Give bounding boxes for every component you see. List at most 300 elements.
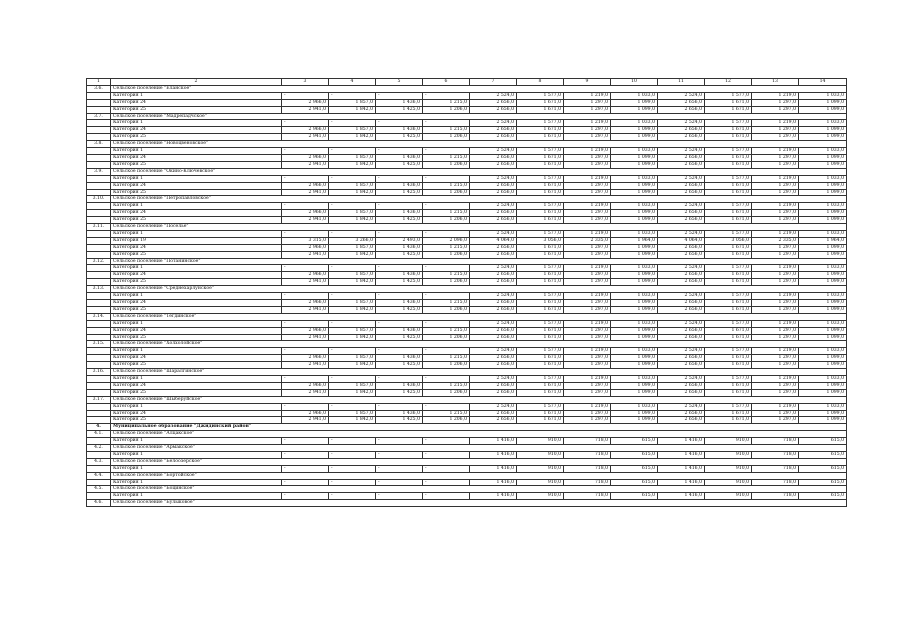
section-row (87, 196, 847, 203)
row-number-empty (87, 417, 111, 424)
tariff-value: 2 941,0 (282, 106, 329, 113)
table-row (87, 134, 847, 141)
category-label: Категория 24 (111, 244, 282, 251)
category-label: Категория 24 (111, 210, 282, 217)
tariff-value: 1 842,0 (329, 189, 376, 196)
tariff-value: - (282, 348, 329, 355)
tariff-value: 1 964,0 (799, 237, 847, 244)
tariff-value: 2 656,0 (470, 389, 517, 396)
table-row (87, 217, 847, 224)
tariff-value: 1 577,0 (705, 230, 752, 237)
row-number-empty (87, 479, 111, 486)
tariff-value: 615,0 (799, 493, 847, 500)
tariff-value: 2 656,0 (470, 161, 517, 168)
tariff-value: 1 297,0 (564, 272, 611, 279)
section-row (87, 431, 847, 438)
tariff-value: 1 671,0 (517, 306, 564, 313)
tariff-value: 2 656,0 (658, 99, 705, 106)
tariff-value: 2 524,0 (658, 403, 705, 410)
tariff-value: 1 297,0 (752, 210, 799, 217)
tariff-value: 1 297,0 (564, 389, 611, 396)
tariff-value: 1 099,0 (611, 154, 658, 161)
tariff-value: - (282, 175, 329, 182)
tariff-value: 1 416,0 (470, 438, 517, 445)
tariff-value: 1 099,0 (611, 334, 658, 341)
section-row (87, 85, 847, 92)
table-row (87, 237, 847, 244)
tariff-value: 1 219,0 (752, 203, 799, 210)
tariff-value: - (423, 465, 470, 472)
tariff-value: 1 857,0 (329, 355, 376, 362)
tariff-value: 1 297,0 (752, 154, 799, 161)
tariff-value: 2 966,0 (282, 210, 329, 217)
tariff-value: 1 033,0 (799, 265, 847, 272)
section-row (87, 341, 847, 348)
table-row (87, 182, 847, 189)
tariff-value: 1 964,0 (611, 237, 658, 244)
tariff-value: 1 425,0 (376, 389, 423, 396)
tariff-value: 2 656,0 (470, 279, 517, 286)
tariff-value: - (282, 120, 329, 127)
tariff-value: 1 206,0 (423, 217, 470, 224)
column-number: 5 (376, 79, 423, 86)
tariff-value: 1 671,0 (705, 244, 752, 251)
tariff-value: 1 577,0 (517, 293, 564, 300)
category-label: Категория 1 (111, 465, 282, 472)
tariff-value: 2 656,0 (470, 327, 517, 334)
tariff-value: 2 493,0 (376, 237, 423, 244)
category-label: Категория 1 (111, 148, 282, 155)
tariff-value: 2 656,0 (658, 389, 705, 396)
tariff-value: 1 671,0 (705, 134, 752, 141)
tariff-value: 2 966,0 (282, 410, 329, 417)
tariff-value: 1 436,0 (376, 127, 423, 134)
category-label: Категория 1 (111, 175, 282, 182)
table-row (87, 154, 847, 161)
section-name: Сельское поселение "Булыковое" (111, 500, 847, 507)
tariff-value: - (376, 230, 423, 237)
table-row (87, 293, 847, 300)
tariff-value: 2 524,0 (658, 92, 705, 99)
tariff-value: 1 297,0 (564, 410, 611, 417)
category-label: Категория 24 (111, 382, 282, 389)
tariff-value: 2 966,0 (282, 382, 329, 389)
tariff-value: 2 656,0 (470, 410, 517, 417)
row-number-empty (87, 451, 111, 458)
row-number-empty (87, 161, 111, 168)
tariff-value: 2 524,0 (470, 265, 517, 272)
tariff-value: 1 297,0 (752, 410, 799, 417)
tariff-value: 1 215,0 (423, 244, 470, 251)
column-number: 6 (423, 79, 470, 86)
tariff-value: 1 219,0 (564, 403, 611, 410)
section-name: Сельское поселение "Бортойское" (111, 472, 847, 479)
tariff-value: 1 033,0 (799, 230, 847, 237)
tariff-value: 2 524,0 (470, 203, 517, 210)
category-label: Категория 1 (111, 320, 282, 327)
tariff-value: 2 966,0 (282, 182, 329, 189)
tariff-value: 1 671,0 (705, 300, 752, 307)
tariff-value: 1 297,0 (752, 389, 799, 396)
tariff-value: 1 099,0 (611, 306, 658, 313)
tariff-value: 1 425,0 (376, 106, 423, 113)
tariff-value: 1 297,0 (564, 210, 611, 217)
table-row (87, 99, 847, 106)
tariff-value: 1 857,0 (329, 182, 376, 189)
tariff-value: 1 577,0 (517, 203, 564, 210)
tariff-value: 1 671,0 (705, 99, 752, 106)
tariff-value: - (282, 265, 329, 272)
tariff-value: 2 335,0 (752, 237, 799, 244)
tariff-value: - (376, 320, 423, 327)
section-number: 4. (87, 424, 111, 431)
tariff-value: - (376, 92, 423, 99)
category-label: Категория 24 (111, 182, 282, 189)
tariff-value: 1 033,0 (611, 403, 658, 410)
tariff-value: 1 577,0 (517, 175, 564, 182)
section-row (87, 224, 847, 231)
tariff-value: 1 297,0 (752, 244, 799, 251)
tariff-value: 2 941,0 (282, 161, 329, 168)
tariff-value: 1 416,0 (658, 451, 705, 458)
section-number: 4.4. (87, 472, 111, 479)
tariff-value: 1 297,0 (752, 189, 799, 196)
tariff-value: - (329, 320, 376, 327)
table-row (87, 175, 847, 182)
row-number-empty (87, 306, 111, 313)
tariff-value: - (423, 479, 470, 486)
tariff-value: 1 033,0 (611, 230, 658, 237)
tariff-value: 1 577,0 (705, 203, 752, 210)
category-label: Категория 1 (111, 438, 282, 445)
tariff-value: 2 656,0 (470, 334, 517, 341)
table-row (87, 127, 847, 134)
tariff-value: 1 033,0 (611, 120, 658, 127)
tariff-value: 2 656,0 (658, 279, 705, 286)
tariff-value: 2 524,0 (658, 203, 705, 210)
row-number-empty (87, 127, 111, 134)
tariff-value: 1 033,0 (799, 203, 847, 210)
tariff-value: 2 941,0 (282, 334, 329, 341)
table-row (87, 417, 847, 424)
tariff-value: 1 577,0 (705, 403, 752, 410)
tariff-value: 615,0 (799, 451, 847, 458)
column-number: 1 (87, 79, 111, 86)
table-row (87, 327, 847, 334)
tariff-value: 1 297,0 (564, 300, 611, 307)
table-row (87, 203, 847, 210)
tariff-value: 1 297,0 (752, 251, 799, 258)
tariff-value: 1 857,0 (329, 127, 376, 134)
category-label: Категория 25 (111, 161, 282, 168)
tariff-value: 910,0 (517, 465, 564, 472)
tariff-value: 1 099,0 (799, 300, 847, 307)
tariff-value: 2 524,0 (470, 375, 517, 382)
tariff-value: 1 297,0 (752, 272, 799, 279)
category-label: Категория 1 (111, 120, 282, 127)
table-row (87, 334, 847, 341)
section-name: Муниципальное образование "Джидинский район" (111, 424, 847, 431)
tariff-value: 2 941,0 (282, 189, 329, 196)
tariff-value: 1 842,0 (329, 106, 376, 113)
tariff-value: 910,0 (517, 479, 564, 486)
tariff-value: 1 671,0 (517, 106, 564, 113)
tariff-value: 1 219,0 (752, 265, 799, 272)
tariff-value: 2 941,0 (282, 389, 329, 396)
tariff-value: 2 656,0 (658, 106, 705, 113)
tariff-value: 1 577,0 (705, 175, 752, 182)
tariff-value: 1 857,0 (329, 382, 376, 389)
category-label: Категория 25 (111, 389, 282, 396)
tariff-value: 1 416,0 (470, 493, 517, 500)
section-number: 3.11. (87, 224, 111, 231)
tariff-value: 1 206,0 (423, 134, 470, 141)
section-row (87, 369, 847, 376)
tariff-value: 1 577,0 (517, 403, 564, 410)
tariff-value: 1 099,0 (611, 106, 658, 113)
tariff-value: 2 656,0 (470, 189, 517, 196)
tariff-value: 718,0 (564, 465, 611, 472)
tariff-value: 1 671,0 (705, 161, 752, 168)
tariff-value: 1 099,0 (799, 99, 847, 106)
row-number-empty (87, 493, 111, 500)
tariff-value: 1 436,0 (376, 99, 423, 106)
table-row (87, 210, 847, 217)
tariff-value: 1 297,0 (564, 161, 611, 168)
tariff-value: 2 656,0 (658, 410, 705, 417)
tariff-value: - (423, 493, 470, 500)
section-row (87, 472, 847, 479)
table-row (87, 148, 847, 155)
column-number: 4 (329, 79, 376, 86)
table-row (87, 410, 847, 417)
tariff-value: 2 524,0 (658, 320, 705, 327)
tariff-value: 1 425,0 (376, 334, 423, 341)
tariff-value: 1 671,0 (517, 279, 564, 286)
tariff-value: 1 099,0 (799, 410, 847, 417)
tariff-value: 718,0 (752, 479, 799, 486)
tariff-value: 1 577,0 (705, 375, 752, 382)
tariff-value: 2 656,0 (658, 272, 705, 279)
tariff-value: 1 297,0 (752, 327, 799, 334)
category-label: Категория 1 (111, 293, 282, 300)
tariff-value: 1 425,0 (376, 417, 423, 424)
tariff-value: 2 656,0 (470, 127, 517, 134)
tariff-value: 1 033,0 (799, 175, 847, 182)
tariff-value: 1 671,0 (517, 300, 564, 307)
table-row (87, 355, 847, 362)
tariff-value: 1 219,0 (564, 375, 611, 382)
tariff-value: 2 941,0 (282, 134, 329, 141)
tariff-value: 1 033,0 (611, 320, 658, 327)
tariff-value: 2 524,0 (658, 120, 705, 127)
tariff-value: 910,0 (517, 451, 564, 458)
tariff-value: 1 416,0 (470, 465, 517, 472)
tariff-value: 2 524,0 (658, 265, 705, 272)
category-label: Категория 24 (111, 99, 282, 106)
column-number: 10 (611, 79, 658, 86)
section-row (87, 396, 847, 403)
tariff-value: - (376, 479, 423, 486)
row-number-empty (87, 272, 111, 279)
tariff-value: 1 857,0 (329, 327, 376, 334)
tariff-value: 1 842,0 (329, 134, 376, 141)
tariff-value: 615,0 (799, 479, 847, 486)
tariff-value: 1 671,0 (517, 362, 564, 369)
tariff-value: 1 671,0 (705, 410, 752, 417)
tariff-value: 2 524,0 (470, 175, 517, 182)
tariff-value: 1 033,0 (799, 348, 847, 355)
tariff-value: 1 219,0 (564, 175, 611, 182)
tariff-value: 1 219,0 (752, 293, 799, 300)
tariff-value: 1 416,0 (658, 479, 705, 486)
tariff-value: 1 219,0 (564, 92, 611, 99)
tariff-value: 1 033,0 (799, 403, 847, 410)
tariff-value: 615,0 (611, 493, 658, 500)
section-row (87, 258, 847, 265)
table-row (87, 382, 847, 389)
tariff-value: 1 425,0 (376, 306, 423, 313)
row-number-empty (87, 334, 111, 341)
tariff-value: 2 966,0 (282, 99, 329, 106)
tariff-value: 910,0 (705, 479, 752, 486)
tariff-value: 615,0 (799, 465, 847, 472)
tariff-value: 1 099,0 (799, 417, 847, 424)
tariff-value: 1 297,0 (564, 217, 611, 224)
column-number: 2 (111, 79, 282, 86)
category-label: Категория 25 (111, 251, 282, 258)
tariff-value: - (282, 479, 329, 486)
tariff-value: 1 671,0 (705, 355, 752, 362)
row-number-empty (87, 410, 111, 417)
section-name: Сельское поселение "Алцакское" (111, 431, 847, 438)
tariff-value: 2 656,0 (658, 189, 705, 196)
tariff-value: 718,0 (752, 465, 799, 472)
section-number: 4.1. (87, 431, 111, 438)
tariff-value: 1 099,0 (611, 389, 658, 396)
tariff-value: 1 206,0 (423, 161, 470, 168)
category-label: Категория 25 (111, 106, 282, 113)
tariff-value: 1 099,0 (611, 279, 658, 286)
category-label: Категория 24 (111, 355, 282, 362)
tariff-value: - (376, 175, 423, 182)
tariff-value: 2 966,0 (282, 127, 329, 134)
tariff-value: 1 577,0 (705, 293, 752, 300)
tariff-table (86, 78, 847, 507)
tariff-value: - (329, 92, 376, 99)
tariff-value: 1 671,0 (705, 154, 752, 161)
category-label: Категория 24 (111, 300, 282, 307)
tariff-value: 1 671,0 (517, 134, 564, 141)
tariff-value: 1 577,0 (517, 320, 564, 327)
tariff-value: 2 656,0 (470, 134, 517, 141)
tariff-value: 1 219,0 (752, 175, 799, 182)
table-row (87, 479, 847, 486)
tariff-value: 1 671,0 (517, 327, 564, 334)
tariff-value: 1 671,0 (705, 382, 752, 389)
tariff-value: - (282, 148, 329, 155)
tariff-value: 2 656,0 (658, 251, 705, 258)
tariff-value: 1 219,0 (752, 320, 799, 327)
category-label: Категория 25 (111, 217, 282, 224)
section-number: 4.3. (87, 458, 111, 465)
tariff-value: 1 099,0 (799, 182, 847, 189)
tariff-value: 4 064,0 (470, 237, 517, 244)
table-row (87, 272, 847, 279)
tariff-value: - (423, 438, 470, 445)
tariff-value: 2 096,0 (423, 237, 470, 244)
tariff-value: 1 671,0 (705, 279, 752, 286)
row-number-empty (87, 148, 111, 155)
tariff-value: 2 524,0 (470, 403, 517, 410)
section-name: Сельское поселение "Окино-Ключевское" (111, 168, 847, 175)
tariff-value: 2 656,0 (658, 306, 705, 313)
tariff-value: 1 842,0 (329, 251, 376, 258)
tariff-value: 2 656,0 (470, 355, 517, 362)
tariff-value: 1 425,0 (376, 279, 423, 286)
row-number-empty (87, 210, 111, 217)
tariff-value: - (282, 203, 329, 210)
tariff-value: 1 577,0 (517, 348, 564, 355)
tariff-value: 718,0 (752, 438, 799, 445)
tariff-value: 2 941,0 (282, 417, 329, 424)
tariff-value: 1 215,0 (423, 327, 470, 334)
tariff-value: - (282, 230, 329, 237)
tariff-value: 1 206,0 (423, 306, 470, 313)
tariff-value: 1 857,0 (329, 99, 376, 106)
tariff-value: 2 966,0 (282, 272, 329, 279)
tariff-value: 2 524,0 (658, 175, 705, 182)
category-label: Категория 25 (111, 134, 282, 141)
tariff-value: 1 215,0 (423, 410, 470, 417)
tariff-value: 1 033,0 (611, 375, 658, 382)
tariff-value: 1 671,0 (517, 272, 564, 279)
tariff-value: 1 671,0 (705, 106, 752, 113)
tariff-value: - (329, 403, 376, 410)
tariff-value: 1 219,0 (752, 120, 799, 127)
tariff-value: 2 966,0 (282, 244, 329, 251)
tariff-value: 2 524,0 (470, 230, 517, 237)
section-name: Сельское поселение "Мадрепадчское" (111, 113, 847, 120)
tariff-value: - (376, 265, 423, 272)
section-number: 3.16. (87, 369, 111, 376)
tariff-value: 1 099,0 (799, 244, 847, 251)
tariff-value: 1 099,0 (799, 189, 847, 196)
tariff-value: 1 099,0 (799, 210, 847, 217)
section-name: Сельское поселение "Тегдинское" (111, 313, 847, 320)
tariff-value: 1 099,0 (799, 279, 847, 286)
column-number: 7 (470, 79, 517, 86)
tariff-value: 1 425,0 (376, 161, 423, 168)
section-name: Сельское поселение "Армакское" (111, 445, 847, 452)
tariff-value: 1 842,0 (329, 334, 376, 341)
tariff-value: - (376, 375, 423, 382)
tariff-value: 1 297,0 (564, 189, 611, 196)
row-number-empty (87, 120, 111, 127)
tariff-value: 2 656,0 (658, 182, 705, 189)
row-number-empty (87, 300, 111, 307)
category-label: Категория 1 (111, 230, 282, 237)
table-row (87, 389, 847, 396)
tariff-value: 1 099,0 (611, 272, 658, 279)
row-number-empty (87, 92, 111, 99)
tariff-value: 718,0 (564, 493, 611, 500)
tariff-value: - (282, 403, 329, 410)
tariff-value: 1 099,0 (611, 362, 658, 369)
tariff-value: 1 436,0 (376, 210, 423, 217)
section-name: Сельское поселение "Среднехарлунское" (111, 286, 847, 293)
row-number-empty (87, 99, 111, 106)
